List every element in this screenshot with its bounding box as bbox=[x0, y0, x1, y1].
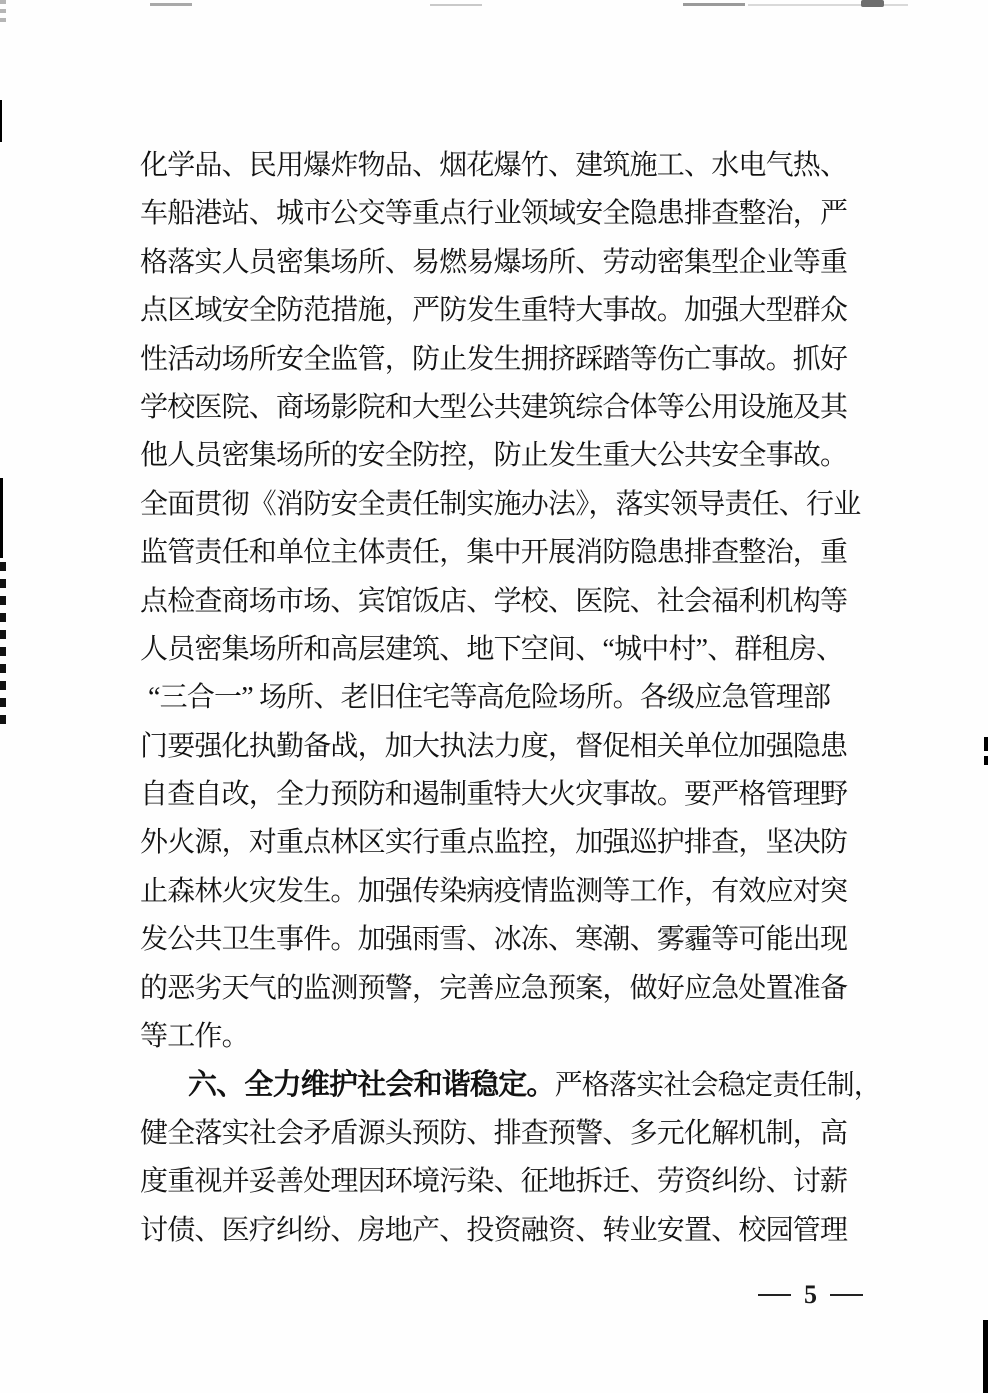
scan-artifact-top-streak bbox=[748, 4, 908, 6]
scan-artifact-right-edge-mark bbox=[984, 756, 988, 765]
text-line bbox=[140, 868, 870, 916]
text-line bbox=[140, 336, 870, 384]
scan-artifact-left-edge-line bbox=[0, 478, 3, 558]
body-text: 外火源，对重点林区实行重点监控，加强巡护排查，坚决防 bbox=[140, 827, 848, 859]
body-text: 车船港站、城市公交等重点行业领域安全隐患排查整治，严 bbox=[140, 198, 848, 230]
body-text: 点检查商场市场、宾馆饭店、学校、医院、社会福利机构等 bbox=[140, 585, 848, 617]
body-text: 格落实人员密集场所、易燃易爆场所、劳动密集型企业等重 bbox=[140, 246, 848, 278]
body-text: 健全落实社会矛盾源头预防、排查预警、多元化解机制，高 bbox=[140, 1117, 848, 1149]
body-text: 性活动场所安全监管，防止发生拥挤踩踏等伤亡事故。抓好 bbox=[140, 343, 848, 375]
text-line bbox=[140, 723, 870, 771]
text-line bbox=[140, 481, 870, 529]
body-text: 他人员密集场所的安全防控，防止发生重大公共安全事故。 bbox=[140, 440, 848, 472]
scan-artifact-left-edge-dashes bbox=[0, 562, 6, 724]
body-text: 点区域安全防范措施，严防发生重特大事故。加强大型群众 bbox=[140, 295, 848, 327]
text-line bbox=[140, 287, 870, 335]
body-text: 严格落实社会稳定责任制， bbox=[554, 1070, 882, 1102]
scan-artifact-top-left-corner bbox=[0, 0, 6, 26]
text-line bbox=[140, 239, 870, 287]
text-line bbox=[140, 965, 870, 1013]
scan-artifact-left-edge-line bbox=[0, 100, 2, 142]
scan-artifact-top-streak bbox=[150, 3, 192, 6]
heading-text: 六、全力维护社会和谐稳定。 bbox=[188, 1069, 555, 1102]
text-line bbox=[140, 1207, 870, 1255]
text-line bbox=[140, 1061, 882, 1109]
text-line bbox=[140, 1013, 870, 1061]
text-line bbox=[140, 819, 870, 867]
body-text: 化学品、民用爆炸物品、烟花爆竹、建筑施工、水电气热、 bbox=[140, 150, 848, 181]
text-line bbox=[140, 142, 870, 190]
text-line bbox=[140, 1158, 870, 1206]
scan-artifact-top-streak bbox=[430, 4, 482, 6]
text-line bbox=[140, 626, 870, 674]
body-text: 门要强化执勤备战，加大执法力度，督促相关单位加强隐患 bbox=[140, 730, 848, 762]
body-text: 自查自改，全力预防和遏制重特大火灾事故。要严格管理野 bbox=[140, 779, 848, 811]
scan-artifact-right-bottom-bar bbox=[983, 1320, 988, 1393]
scan-artifact-top-smudge bbox=[861, 0, 884, 7]
body-text: 发公共卫生事件。加强雨雪、冰冻、寒潮、雾霾等可能出现 bbox=[140, 924, 848, 956]
text-line bbox=[140, 384, 870, 432]
text-line bbox=[140, 916, 870, 964]
body-text: 学校医院、商场影院和大型公共建筑综合体等公用设施及其 bbox=[140, 391, 848, 423]
body-text: 等工作。 bbox=[140, 1021, 249, 1053]
page-number: 5 bbox=[804, 1280, 817, 1309]
body-text: 的恶劣天气的监测预警，完善应急预案，做好应急处置准备 bbox=[140, 972, 848, 1004]
text-block bbox=[140, 142, 882, 1255]
text-line bbox=[140, 674, 870, 722]
body-text: 讨债、医疗纠纷、房地产、投资融资、转业安置、校园管理 bbox=[140, 1214, 848, 1246]
text-line bbox=[140, 432, 870, 480]
footer-right-dash bbox=[830, 1294, 863, 1296]
scan-artifact-right-edge-mark bbox=[984, 737, 988, 751]
body-text: 全面贯彻《消防安全责任制实施办法》，落实领导责任、行业 bbox=[140, 488, 861, 520]
text-line bbox=[140, 529, 870, 577]
text-line bbox=[140, 578, 870, 626]
footer-left-dash bbox=[758, 1294, 791, 1296]
body-text: 人员密集场所和高层建筑、地下空间、“城中村”、群租房、 bbox=[140, 633, 844, 665]
body-text: 度重视并妥善处理因环境污染、征地拆迁、劳资纠纷、讨薪 bbox=[140, 1166, 848, 1198]
text-line bbox=[140, 190, 870, 238]
body-text: 监管责任和单位主体责任，集中开展消防隐患排查整治，重 bbox=[140, 537, 848, 569]
scan-artifact-top-streak bbox=[683, 3, 745, 6]
body-text: “三合一” 场所、老旧住宅等高危险场所。各级应急管理部 bbox=[148, 682, 831, 714]
page-footer bbox=[758, 1280, 863, 1310]
text-line bbox=[140, 1110, 870, 1158]
text-line bbox=[140, 771, 870, 819]
body-text: 止森林火灾发生。加强传染病疫情监测等工作，有效应对突 bbox=[140, 875, 848, 907]
